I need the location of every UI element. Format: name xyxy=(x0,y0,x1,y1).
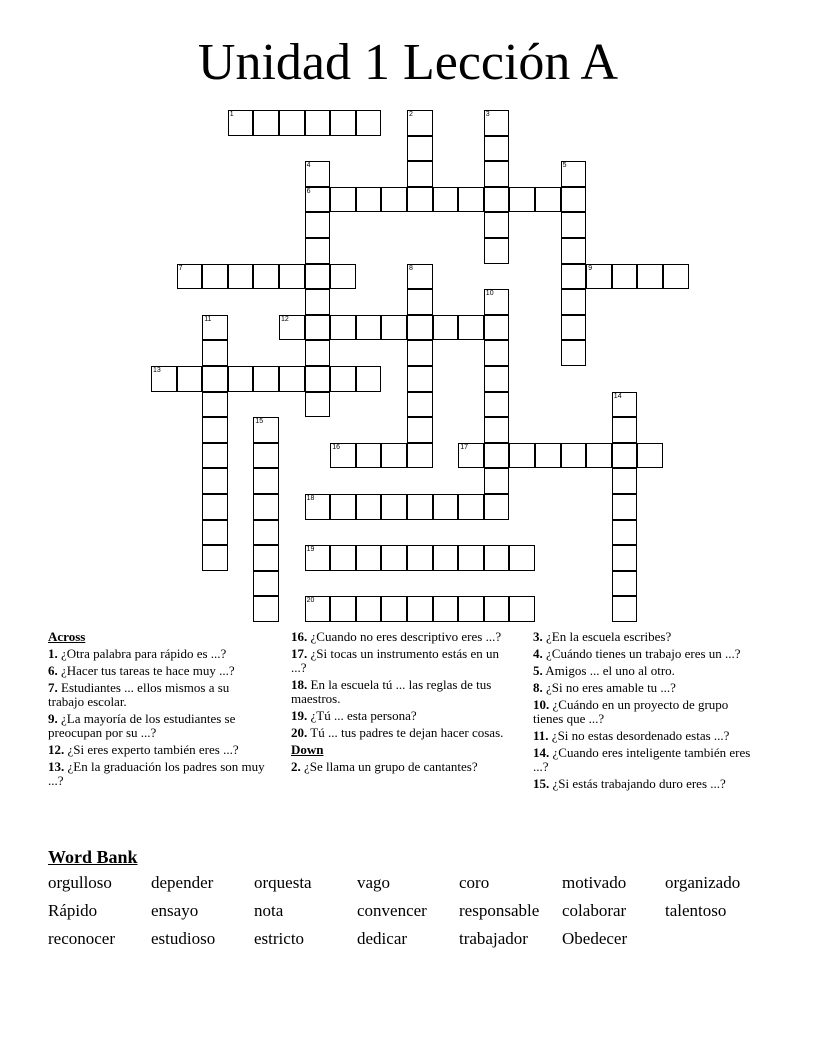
cell-number: 16 xyxy=(332,443,340,451)
crossword-cell[interactable] xyxy=(202,520,228,546)
crossword-cell[interactable] xyxy=(407,392,433,418)
crossword-cell[interactable] xyxy=(202,545,228,571)
crossword-cell[interactable] xyxy=(253,596,279,622)
word-bank-item: orgulloso xyxy=(48,873,112,892)
cell-number: 12 xyxy=(281,315,289,323)
crossword-cell[interactable] xyxy=(484,289,510,315)
crossword-cell[interactable] xyxy=(305,238,331,264)
cell-number: 2 xyxy=(409,111,413,118)
crossword-cell[interactable] xyxy=(305,187,331,213)
crossword-cell[interactable] xyxy=(305,596,331,622)
crossword-cell[interactable] xyxy=(484,238,510,264)
crossword-cell[interactable] xyxy=(381,187,407,213)
crossword-cell[interactable] xyxy=(484,212,510,238)
crossword-cell[interactable] xyxy=(484,161,510,187)
cell-number: 5 xyxy=(562,162,567,170)
cell-number: 13 xyxy=(153,367,161,374)
crossword-cell[interactable] xyxy=(305,110,331,136)
crossword-cell[interactable] xyxy=(305,366,331,392)
cell-number: 7 xyxy=(178,264,183,272)
crossword-cell[interactable] xyxy=(202,366,228,392)
cell-number: 14 xyxy=(613,392,622,400)
crossword-cell[interactable] xyxy=(330,545,356,571)
crossword-cell[interactable] xyxy=(330,315,356,341)
crossword-cell[interactable] xyxy=(484,366,510,392)
crossword-cell[interactable] xyxy=(305,494,331,520)
crossword-cell[interactable] xyxy=(305,212,331,238)
crossword-cell[interactable] xyxy=(509,187,535,213)
clue-down-10: 10. ¿Cuándo en un proyecto de grupo tienes que ...? xyxy=(533,697,729,726)
clue-across-12: 12. ¿Si eres experto también eres ...? xyxy=(48,742,239,757)
crossword-cell[interactable] xyxy=(561,212,587,238)
crossword-cell[interactable] xyxy=(612,417,638,443)
crossword-cell[interactable] xyxy=(484,187,510,213)
crossword-cell[interactable] xyxy=(484,340,510,366)
crossword-cell[interactable] xyxy=(279,366,305,392)
crossword-cell[interactable] xyxy=(407,443,433,469)
crossword-cell[interactable] xyxy=(484,136,510,162)
crossword-cell[interactable] xyxy=(407,417,433,443)
clue-across-20: 20. Tú ... tus padres te dejan hacer cosas. xyxy=(291,725,504,740)
crossword-cell[interactable] xyxy=(305,340,331,366)
word-bank-item: vago xyxy=(357,873,391,892)
crossword-cell[interactable] xyxy=(484,494,510,520)
crossword-cell[interactable] xyxy=(253,264,279,290)
crossword-cell[interactable] xyxy=(586,264,612,290)
crossword-cell[interactable] xyxy=(253,110,279,136)
crossword-cell[interactable] xyxy=(484,315,510,341)
crossword-cell[interactable] xyxy=(330,366,356,392)
crossword-cell[interactable] xyxy=(663,264,689,290)
crossword-cell[interactable] xyxy=(381,596,407,622)
word-bank-item: coro xyxy=(459,873,490,892)
word-bank-item: organizado xyxy=(665,873,741,892)
crossword-cell[interactable] xyxy=(305,289,331,315)
clue-across-6: 6. ¿Hacer tus tareas te hace muy ...? xyxy=(48,663,235,678)
crossword-cell[interactable] xyxy=(561,161,587,187)
crossword-cell[interactable] xyxy=(305,392,331,418)
crossword-cell[interactable] xyxy=(458,494,484,520)
clue-across-7: 7. Estudiantes ... ellos mismos a su trabajo escolar. xyxy=(48,680,230,709)
word-bank-item: Obedecer xyxy=(562,929,628,948)
crossword-cell[interactable] xyxy=(381,494,407,520)
crossword-cell[interactable] xyxy=(484,417,510,443)
crossword-cell[interactable] xyxy=(202,264,228,290)
crossword-cell[interactable] xyxy=(253,417,279,443)
word-bank-item: dedicar xyxy=(357,929,408,948)
crossword-cell[interactable] xyxy=(202,392,228,418)
word-bank-item: orquesta xyxy=(254,873,312,892)
clue-down-2: 2. ¿Se llama un grupo de cantantes? xyxy=(291,759,478,774)
clues-column-3 xyxy=(533,630,753,794)
word-bank-item: nota xyxy=(254,901,284,920)
crossword-cell[interactable] xyxy=(305,264,331,290)
crossword-cell[interactable] xyxy=(484,110,510,136)
clue-down-3: 3. ¿En la escuela escribes? xyxy=(533,629,672,644)
crossword-cell[interactable] xyxy=(228,110,254,136)
cell-number: 6 xyxy=(306,187,311,195)
crossword-cell[interactable] xyxy=(253,443,279,469)
crossword-cell[interactable] xyxy=(612,392,638,418)
word-bank-item: talentoso xyxy=(665,901,727,920)
clue-down-11: 11. ¿Si no estas desordenado estas ...? xyxy=(533,728,730,743)
crossword-cell[interactable] xyxy=(433,187,459,213)
crossword-cell[interactable] xyxy=(509,596,535,622)
crossword-cell[interactable] xyxy=(484,596,510,622)
word-bank-item: motivado xyxy=(562,873,627,892)
crossword-cell[interactable] xyxy=(202,494,228,520)
crossword-cell[interactable] xyxy=(381,315,407,341)
crossword-cell[interactable] xyxy=(509,545,535,571)
word-bank-item: Rápido xyxy=(48,901,98,920)
word-bank-item: estricto xyxy=(254,929,305,948)
crossword-cell[interactable] xyxy=(458,443,484,469)
crossword-cell[interactable] xyxy=(637,443,663,469)
crossword-cell[interactable] xyxy=(279,264,305,290)
crossword-cell[interactable] xyxy=(330,494,356,520)
crossword-cell[interactable] xyxy=(356,187,382,213)
crossword-cell[interactable] xyxy=(381,443,407,469)
cell-number: 17 xyxy=(460,443,468,451)
crossword-cell[interactable] xyxy=(433,596,459,622)
crossword-cell[interactable] xyxy=(612,545,638,571)
crossword-cell[interactable] xyxy=(407,136,433,162)
clue-across-16: 16. ¿Cuando no eres descriptivo eres ...? xyxy=(291,629,502,644)
crossword-cell[interactable] xyxy=(484,392,510,418)
clue-across-1: 1. ¿Otra palabra para rápido es ...? xyxy=(48,646,227,661)
clue-across-13: 13. ¿En la graduación los padres son muy ...? xyxy=(48,759,265,788)
clue-down-4: 4. ¿Cuándo tienes un trabajo eres un ...? xyxy=(533,646,741,661)
crossword-cell[interactable] xyxy=(458,315,484,341)
crossword-cell[interactable] xyxy=(356,596,382,622)
word-bank-title: Word Bank xyxy=(48,847,138,867)
crossword-cell[interactable] xyxy=(612,468,638,494)
crossword-cell[interactable] xyxy=(612,571,638,597)
crossword-cell[interactable] xyxy=(330,264,356,290)
crossword-cell[interactable] xyxy=(637,264,663,290)
crossword-cell[interactable] xyxy=(612,443,638,469)
crossword-cell[interactable] xyxy=(151,366,177,392)
crossword-cell[interactable] xyxy=(202,315,228,341)
word-bank-item: colaborar xyxy=(562,901,627,920)
crossword-cell[interactable] xyxy=(433,545,459,571)
crossword-cell[interactable] xyxy=(586,443,612,469)
crossword-cell[interactable] xyxy=(407,545,433,571)
crossword-cell[interactable] xyxy=(228,264,254,290)
crossword-cell[interactable] xyxy=(407,264,433,290)
cell-number: 20 xyxy=(306,597,315,605)
word-bank-item: responsable xyxy=(459,901,540,920)
crossword-cell[interactable] xyxy=(407,366,433,392)
crossword-cell[interactable] xyxy=(177,264,203,290)
clue-across-9: 9. ¿La mayoría de los estudiantes se preocupan por su ...? xyxy=(48,711,236,740)
clue-across-17: 17. ¿Si tocas un instrumento estás en un ...? xyxy=(291,646,499,675)
cell-number: 3 xyxy=(485,111,490,118)
crossword-cell[interactable] xyxy=(330,443,356,469)
clue-down-5: 5. Amigos ... el uno al otro. xyxy=(533,663,675,678)
crossword-cell[interactable] xyxy=(253,468,279,494)
crossword-cell[interactable] xyxy=(484,545,510,571)
clues-column-1 xyxy=(48,630,268,791)
crossword-cell[interactable] xyxy=(356,315,382,341)
crossword-cell[interactable] xyxy=(458,545,484,571)
crossword-cell[interactable] xyxy=(561,443,587,469)
crossword-cell[interactable] xyxy=(407,340,433,366)
crossword-cell[interactable] xyxy=(458,187,484,213)
crossword-cell[interactable] xyxy=(535,187,561,213)
crossword-cell[interactable] xyxy=(612,494,638,520)
crossword-cell[interactable] xyxy=(356,494,382,520)
down-heading: Down xyxy=(291,742,324,757)
crossword-cell[interactable] xyxy=(407,110,433,136)
page-title: Unidad 1 Lección A xyxy=(197,34,619,91)
crossword-cell[interactable] xyxy=(381,545,407,571)
crossword-cell[interactable] xyxy=(407,596,433,622)
crossword-cell[interactable] xyxy=(356,366,382,392)
cell-number: 19 xyxy=(306,546,315,554)
crossword-cell[interactable] xyxy=(253,545,279,571)
crossword-cell[interactable] xyxy=(253,571,279,597)
crossword-cell[interactable] xyxy=(330,110,356,136)
cell-number: 4 xyxy=(306,162,311,170)
cell-number: 10 xyxy=(485,290,494,298)
word-bank-item: reconocer xyxy=(48,929,116,948)
crossword-cell[interactable] xyxy=(177,366,203,392)
crossword-cell[interactable] xyxy=(407,187,433,213)
crossword-cell[interactable] xyxy=(561,187,587,213)
crossword-cell[interactable] xyxy=(253,520,279,546)
crossword-cell[interactable] xyxy=(612,520,638,546)
clue-down-14: 14. ¿Cuando eres inteligente también eres ...? xyxy=(533,745,751,774)
crossword-cell[interactable] xyxy=(407,289,433,315)
across-heading: Across xyxy=(48,629,86,644)
crossword-cell[interactable] xyxy=(561,289,587,315)
crossword-cell[interactable] xyxy=(330,596,356,622)
crossword-cell[interactable] xyxy=(253,494,279,520)
cell-number: 9 xyxy=(588,264,593,272)
crossword-cell[interactable] xyxy=(330,187,356,213)
clue-down-15: 15. ¿Si estás trabajando duro eres ...? xyxy=(533,776,726,791)
crossword-cell[interactable] xyxy=(356,545,382,571)
crossword-cell[interactable] xyxy=(356,110,382,136)
crossword-cell[interactable] xyxy=(612,596,638,622)
crossword-cell[interactable] xyxy=(202,340,228,366)
crossword-cell[interactable] xyxy=(433,494,459,520)
crossword-cell[interactable] xyxy=(407,161,433,187)
crossword-cell[interactable] xyxy=(228,366,254,392)
word-bank-item: convencer xyxy=(357,901,427,920)
crossword-cell[interactable] xyxy=(561,238,587,264)
word-bank-item: trabajador xyxy=(459,929,528,948)
crossword-cell[interactable] xyxy=(433,315,459,341)
crossword-cell[interactable] xyxy=(561,315,587,341)
crossword-cell[interactable] xyxy=(407,494,433,520)
crossword-cell[interactable] xyxy=(305,545,331,571)
clue-down-8: 8. ¿Si no eres amable tu ...? xyxy=(533,680,676,695)
cell-number: 8 xyxy=(409,264,413,272)
cell-number: 15 xyxy=(255,418,264,426)
cell-number: 1 xyxy=(229,111,234,118)
clues-column-2 xyxy=(291,630,513,777)
crossword-cell[interactable] xyxy=(612,264,638,290)
word-bank-item: depender xyxy=(151,873,214,892)
crossword-cell[interactable] xyxy=(561,264,587,290)
crossword-cell[interactable] xyxy=(484,468,510,494)
cell-number: 18 xyxy=(306,495,315,502)
cell-number: 11 xyxy=(204,315,212,323)
crossword-cell[interactable] xyxy=(202,443,228,469)
crossword-cell[interactable] xyxy=(279,110,305,136)
crossword-cell[interactable] xyxy=(305,315,331,341)
crossword-cell[interactable] xyxy=(253,366,279,392)
crossword-cell[interactable] xyxy=(407,315,433,341)
crossword-cell[interactable] xyxy=(356,443,382,469)
crossword-cell[interactable] xyxy=(305,161,331,187)
crossword-cell[interactable] xyxy=(202,417,228,443)
crossword-cell[interactable] xyxy=(484,443,510,469)
crossword-cell[interactable] xyxy=(279,315,305,341)
crossword-cell[interactable] xyxy=(458,596,484,622)
crossword-cell[interactable] xyxy=(561,340,587,366)
word-bank-item: estudioso xyxy=(151,929,216,948)
crossword-cell[interactable] xyxy=(202,468,228,494)
crossword-cell[interactable] xyxy=(535,443,561,469)
clue-across-19: 19. ¿Tú ... esta persona? xyxy=(291,708,417,723)
clue-across-18: 18. En la escuela tú ... las reglas de tus maestros. xyxy=(291,677,492,706)
word-bank-item: ensayo xyxy=(151,901,199,920)
crossword-cell[interactable] xyxy=(509,443,535,469)
